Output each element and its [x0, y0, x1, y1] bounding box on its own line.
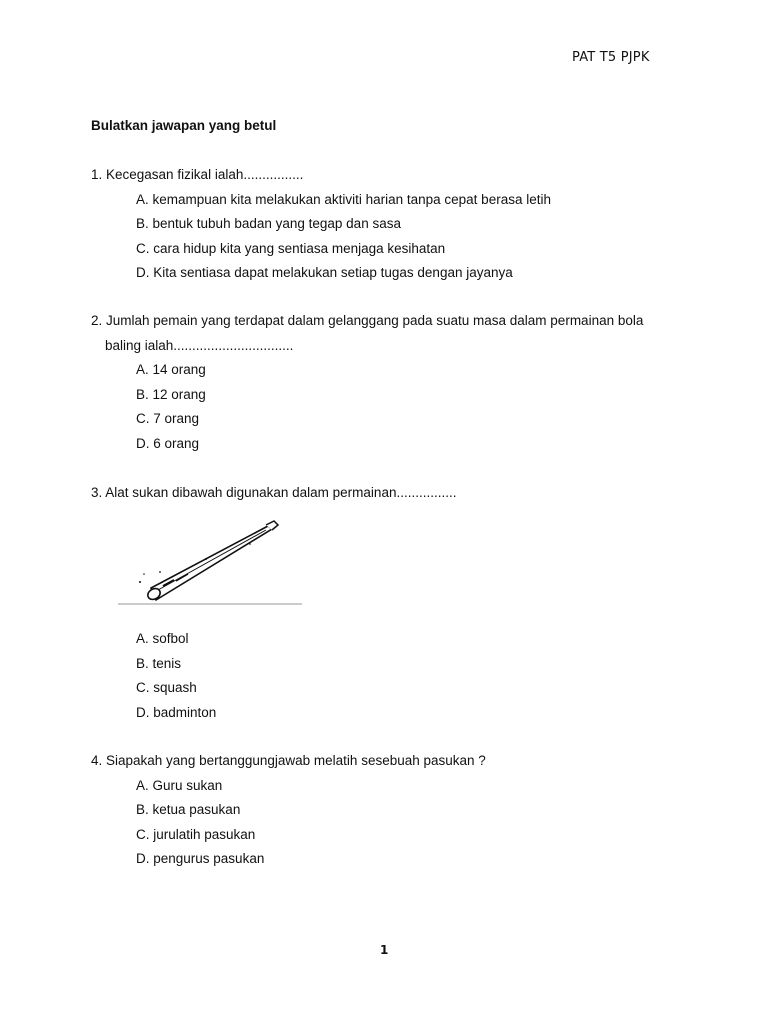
- question-1-option-c: C. cara hidup kita yang sentiasa menjaga kesihatan: [136, 240, 446, 256]
- question-4-option-b: B. ketua pasukan: [136, 802, 241, 817]
- question-4: [91, 749, 486, 872]
- question-2-text: 2. Jumlah pemain yang terdapat dalam gelanggang pada suatu masa dalam permainan bola: [91, 313, 644, 328]
- question-1-text: 1. Kecegasan fizikal ialah................: [91, 167, 304, 182]
- question-1-options: [91, 188, 551, 286]
- question-4-text: 4. Siapakah yang bertanggungjawab melatih sesebuah pasukan ?: [91, 753, 486, 768]
- question-4-option-c: C. jurulatih pasukan: [136, 826, 256, 842]
- question-3-text: 3. Alat sukan dibawah digunakan dalam permainan................: [91, 485, 457, 500]
- question-2-option-b: B. 12 orang: [136, 386, 206, 402]
- question-2-text-continued: baling ialah................................: [105, 337, 294, 353]
- question-4-options: [91, 774, 486, 872]
- question-4-option-a: A. Guru sukan: [136, 777, 223, 793]
- page-number: 1: [380, 943, 389, 957]
- header-title: PAT T5 PJPK: [572, 50, 650, 65]
- question-1-option-b: B. bentuk tubuh badan yang tegap dan sasa: [136, 216, 401, 231]
- question-3-option-d: D. badminton: [136, 704, 217, 720]
- softball-bat-icon: [118, 516, 304, 608]
- question-1: [91, 163, 551, 286]
- question-2-option-a: A. 14 orang: [136, 362, 206, 377]
- question-2: [91, 309, 643, 456]
- question-3-option-c: C. squash: [136, 680, 197, 695]
- question-1-option-a: A. kemampuan kita melakukan aktiviti harian tanpa cepat berasa letih: [136, 191, 551, 207]
- question-4-option-d: D. pengurus pasukan: [136, 851, 265, 866]
- question-1-option-d: D. Kita sentiasa dapat melakukan setiap tugas dengan jayanya: [136, 265, 513, 280]
- question-3-option-b: B. tenis: [136, 655, 182, 671]
- question-3-option-a: A. sofbol: [136, 631, 189, 646]
- question-3: [91, 481, 456, 506]
- question-2-option-c: C. 7 orang: [136, 411, 200, 426]
- question-3-options-block: [91, 627, 216, 725]
- instruction-text: Bulatkan jawapan yang betul: [91, 118, 277, 133]
- question-2-option-d: D. 6 orang: [136, 435, 200, 451]
- question-2-options: [91, 358, 643, 456]
- question-3-options: [91, 627, 216, 725]
